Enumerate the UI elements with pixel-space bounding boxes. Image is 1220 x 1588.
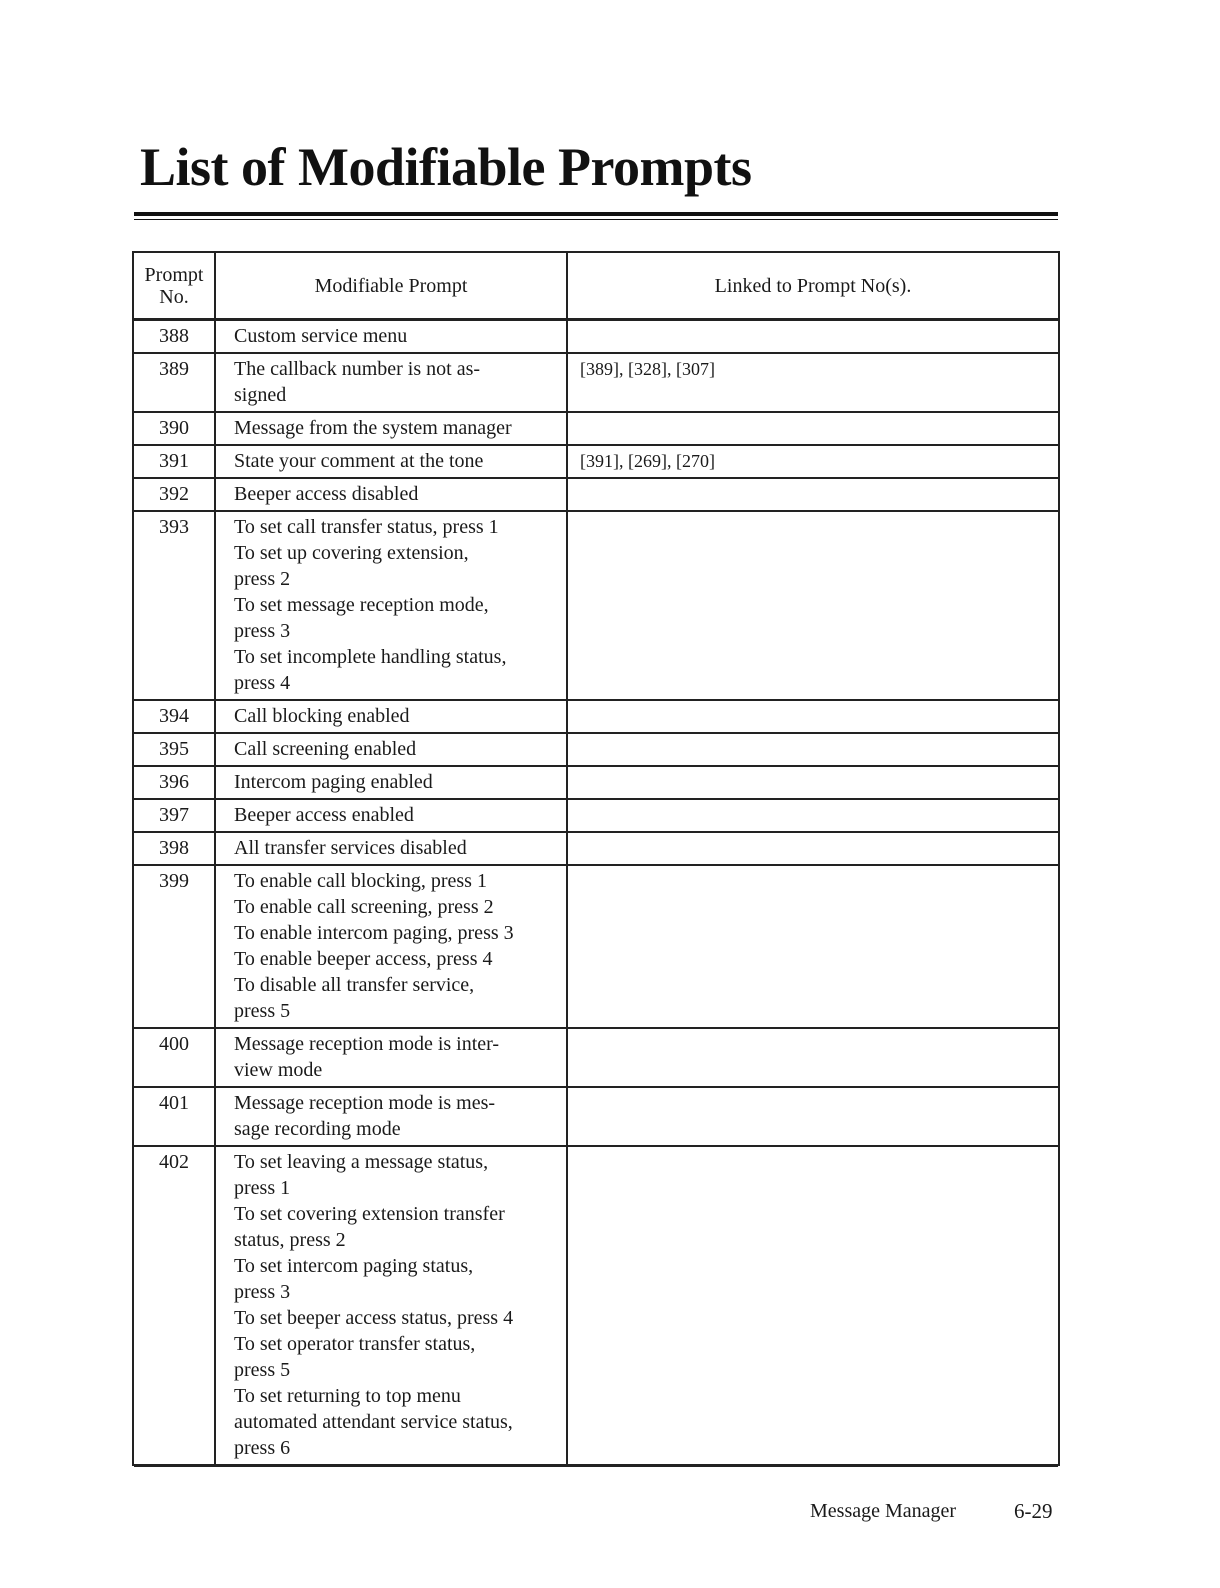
linked-prompts-cell bbox=[567, 700, 1059, 733]
prompt-number-cell: 393 bbox=[133, 511, 215, 700]
prompt-table bbox=[132, 251, 1060, 1466]
linked-prompts-cell bbox=[567, 865, 1059, 1028]
table-row bbox=[133, 766, 1059, 799]
linked-prompts-cell: [391], [269], [270] bbox=[567, 445, 1059, 478]
linked-prompts-cell bbox=[567, 832, 1059, 865]
table-body bbox=[133, 320, 1059, 1466]
modifiable-prompt-cell: Intercom paging enabled bbox=[215, 766, 567, 799]
header-linked-prompts: Linked to Prompt No(s). bbox=[567, 252, 1059, 320]
prompt-number-cell: 400 bbox=[133, 1028, 215, 1087]
modifiable-prompt-cell: To set call transfer status, press 1 To set up covering extension, press 2 To set message reception mode, press 3 To set incomplete handling status, press 4 bbox=[215, 511, 567, 700]
prompt-number-cell: 401 bbox=[133, 1087, 215, 1146]
prompt-number-cell: 399 bbox=[133, 865, 215, 1028]
modifiable-prompt-cell: Beeper access disabled bbox=[215, 478, 567, 511]
linked-prompts-cell: [389], [328], [307] bbox=[567, 353, 1059, 412]
table-row bbox=[133, 865, 1059, 1028]
prompt-number-cell: 390 bbox=[133, 412, 215, 445]
modifiable-prompt-cell: All transfer services disabled bbox=[215, 832, 567, 865]
table-row bbox=[133, 832, 1059, 865]
footer-rule bbox=[134, 1466, 1058, 1467]
modifiable-prompt-cell: Message reception mode is mes- sage recording mode bbox=[215, 1087, 567, 1146]
table-row bbox=[133, 445, 1059, 478]
title-rule-thin bbox=[134, 219, 1058, 220]
modifiable-prompt-cell: Message reception mode is inter- view mode bbox=[215, 1028, 567, 1087]
prompt-number-cell: 402 bbox=[133, 1146, 215, 1465]
linked-prompts-cell bbox=[567, 412, 1059, 445]
prompt-number-cell: 389 bbox=[133, 353, 215, 412]
footer-page-number: 6-29 bbox=[1014, 1499, 1053, 1523]
modifiable-prompt-cell: State your comment at the tone bbox=[215, 445, 567, 478]
modifiable-prompt-cell: Message from the system manager bbox=[215, 412, 567, 445]
table-row bbox=[133, 353, 1059, 412]
prompt-number-cell: 397 bbox=[133, 799, 215, 832]
linked-prompts-cell bbox=[567, 511, 1059, 700]
table-row bbox=[133, 700, 1059, 733]
linked-prompts-cell bbox=[567, 799, 1059, 832]
table-row bbox=[133, 799, 1059, 832]
linked-prompts-cell bbox=[567, 320, 1059, 354]
table-row bbox=[133, 478, 1059, 511]
linked-prompts-cell bbox=[567, 766, 1059, 799]
modifiable-prompt-cell: To set leaving a message status, press 1 To set covering extension transfer status, press 2 To set intercom paging status, press 3 To set beeper access status, press 4 To set operator transfer status, press 5 To set returning to top menu automated attendant service status, press 6 bbox=[215, 1146, 567, 1465]
linked-prompts-cell bbox=[567, 733, 1059, 766]
table-row bbox=[133, 412, 1059, 445]
table-row bbox=[133, 1087, 1059, 1146]
footer-section-name: Message Manager bbox=[810, 1500, 957, 1522]
page-title: List of Modifiable Prompts bbox=[140, 137, 752, 197]
table-row bbox=[133, 1146, 1059, 1465]
linked-prompts-cell bbox=[567, 1028, 1059, 1087]
prompt-number-cell: 391 bbox=[133, 445, 215, 478]
modifiable-prompt-cell: Custom service menu bbox=[215, 320, 567, 354]
modifiable-prompt-cell: Call screening enabled bbox=[215, 733, 567, 766]
prompt-number-cell: 395 bbox=[133, 733, 215, 766]
prompt-number-cell: 388 bbox=[133, 320, 215, 354]
prompt-number-cell: 392 bbox=[133, 478, 215, 511]
table-row bbox=[133, 733, 1059, 766]
title-rule bbox=[134, 212, 1058, 216]
table-header-row bbox=[133, 252, 1059, 320]
prompt-number-cell: 398 bbox=[133, 832, 215, 865]
table-row bbox=[133, 1028, 1059, 1087]
header-modifiable-prompt: Modifiable Prompt bbox=[215, 252, 567, 320]
table-row bbox=[133, 511, 1059, 700]
linked-prompts-cell bbox=[567, 1087, 1059, 1146]
table-row bbox=[133, 320, 1059, 354]
modifiable-prompt-cell: Call blocking enabled bbox=[215, 700, 567, 733]
prompt-number-cell: 394 bbox=[133, 700, 215, 733]
header-prompt-number: Prompt No. bbox=[133, 252, 215, 320]
modifiable-prompt-cell: Beeper access enabled bbox=[215, 799, 567, 832]
prompt-number-cell: 396 bbox=[133, 766, 215, 799]
modifiable-prompt-cell: To enable call blocking, press 1 To enable call screening, press 2 To enable intercom paging, press 3 To enable beeper access, press 4 To disable all transfer service, press 5 bbox=[215, 865, 567, 1028]
linked-prompts-cell bbox=[567, 1146, 1059, 1465]
linked-prompts-cell bbox=[567, 478, 1059, 511]
modifiable-prompt-cell: The callback number is not as- signed bbox=[215, 353, 567, 412]
